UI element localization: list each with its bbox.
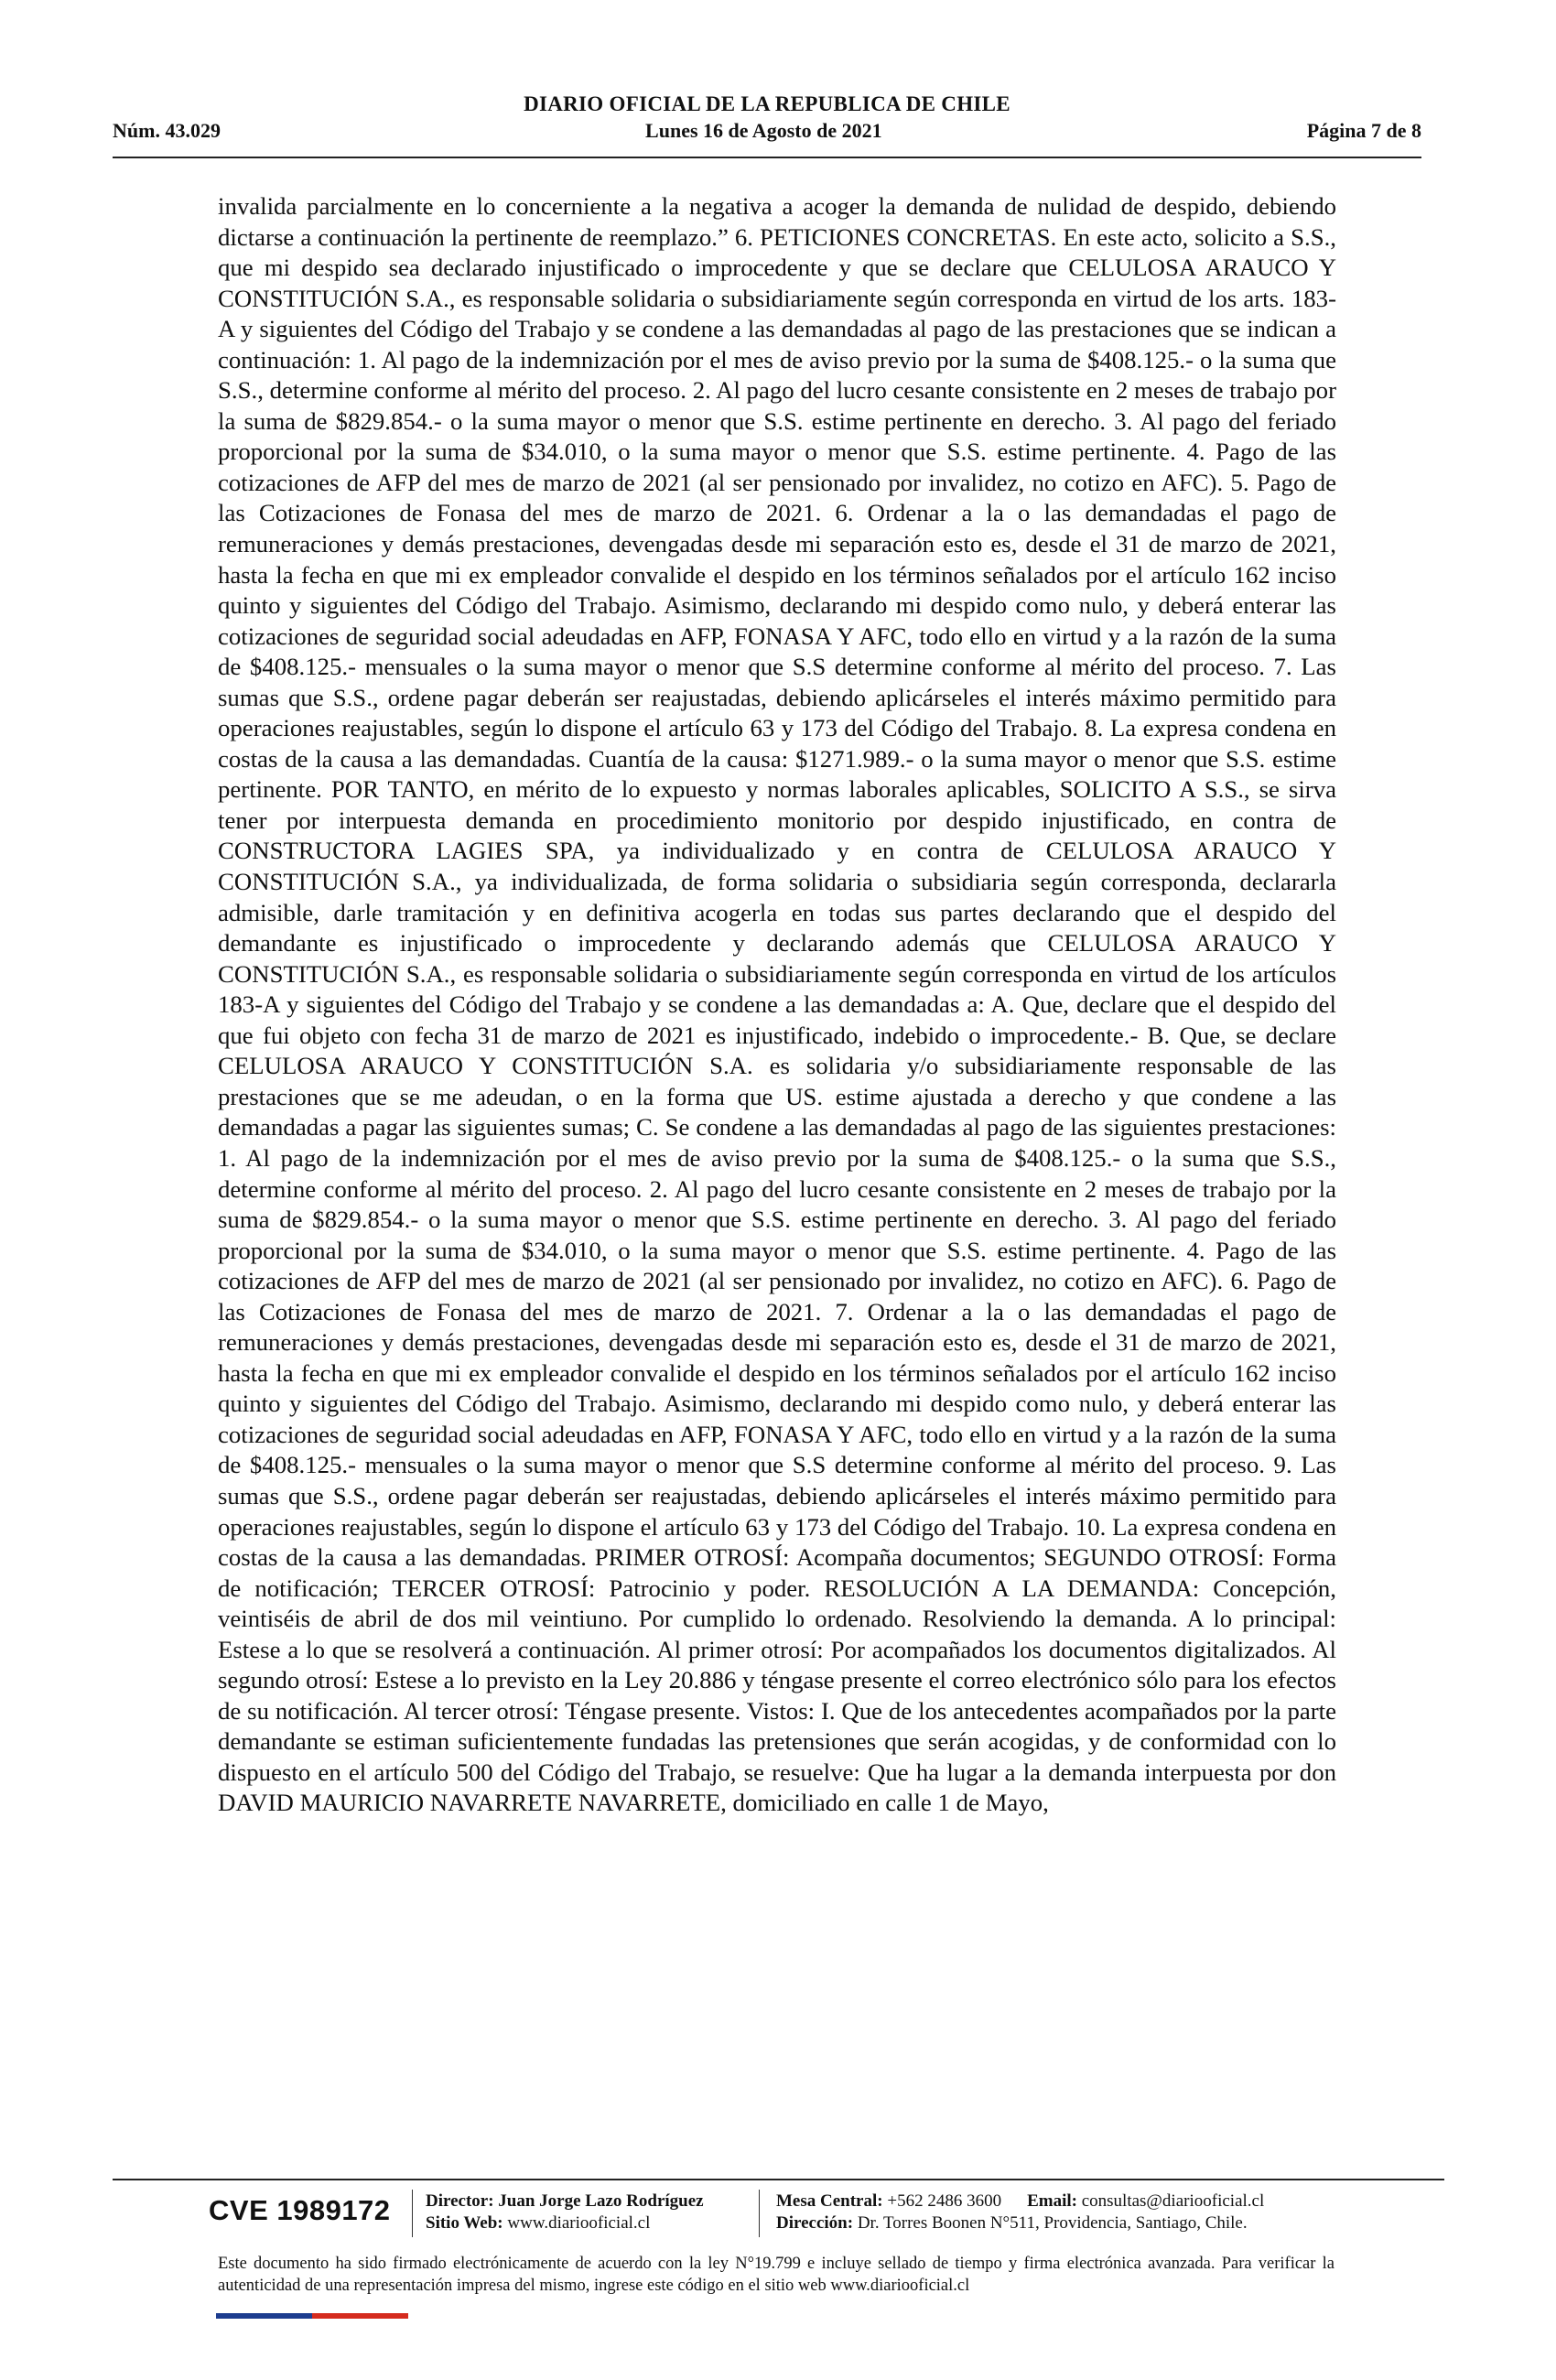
footer-separator — [412, 2190, 413, 2237]
address-label: Dirección: — [776, 2213, 854, 2233]
issue-number: Núm. 43.029 — [113, 119, 221, 142]
flag-blue-band — [216, 2313, 312, 2319]
flag-stripe — [216, 2313, 408, 2319]
address-text: Dr. Torres Boonen N°511, Providencia, Santiago, Chile. — [857, 2213, 1248, 2233]
footer-contact-block — [776, 2191, 1264, 2234]
publication-title: DIARIO OFICIAL DE LA REPUBLICA DE CHILE — [524, 92, 1010, 115]
website-label: Sitio Web: — [426, 2213, 503, 2233]
flag-red-band — [312, 2313, 408, 2319]
header-divider — [113, 157, 1421, 158]
footer-separator — [759, 2190, 760, 2237]
body-paragraph: invalida parcialmente en lo concerniente a la negativa a acoger la demanda de nulidad de despido, debiendo dictarse a continuación la pertinente de reemplazo.” 6. PETICIONES CONCRETAS. En este acto, solicito a S.S., que mi despido sea declarado injustificado o improcedente y que se declare que CELULOSA ARAUCO Y CONSTITUCIÓN S.A., es responsable solidaria o subsidiariamente según corresponda en virtud de los arts. 183- A y siguientes del Código del Trabajo y se condene a las demandadas al pago de las prestaciones que se indican a continuación: 1. Al pago de la indemnización por el mes de aviso previo por la suma de $408.125.- o la suma que S.S., determine conforme al mérito del proceso. 2. Al pago del lucro cesante consistente en 2 meses de trabajo por la suma de $829.854.- o la suma mayor o menor que S.S. estime pertinente en derecho. 3. Al pago del feriado proporcional por la suma de $34.010, o la suma mayor o menor que S.S. estime pertinente. 4. Pago de las cotizaciones de AFP del mes de marzo de 2021 (al ser pensionado por invalidez, no cotizo en AFC). 5. Pago de las Cotizaciones de Fonasa del mes de marzo de 2021. 6. Ordenar a la o las demandadas el pago de remuneraciones y demás prestaciones, devengadas desde mi separación esto es, desde el 31 de marzo de 2021, hasta la fecha en que mi ex empleador convalide el despido en los términos señalados por el artículo 162 inciso quinto y siguientes del Código del Trabajo. Asimismo, declarando mi despido como nulo, y deberá enterar las cotizaciones de seguridad social adeudadas en AFP, FONASA Y AFC, todo ello en virtud y a la razón de la suma de $408.125.- mensuales o la suma mayor o menor que S.S determine conforme al mérito del proceso. 7. Las sumas que S.S., ordene pagar deberán ser reajustadas, debiendo aplicárseles el interés máximo permitido para operaciones reajustables, según lo dispone el artículo 63 y 173 del Código del Trabajo. 8. La expresa condena en costas de la causa a las demandadas. Cuantía de la causa: $1271.989.- o la suma mayor o menor que S.S. estime pertinente. POR TANTO, en mérito de lo expuesto y normas laborales aplicables, SOLICITO A S.S., se sirva tener por interpuesta demanda en procedimiento monitorio por despido injustificado, en contra de CONSTRUCTORA LAGIES SPA, ya individualizado y en contra de CELULOSA ARAUCO Y CONSTITUCIÓN S.A., ya individualizada, de forma solidaria o subsidiaria según corresponda, declararla admisible, darle tramitación y en definitiva acogerla en todas sus partes declarando que el despido del demandante es injustificado o improcedente y declarando además que CELULOSA ARAUCO Y CONSTITUCIÓN S.A., es responsable solidaria o subsidiariamente según corresponda en virtud de los artículos 183-A y siguientes del Código del Trabajo y se condene a las demandadas a: A. Que, declare que el despido del que fui objeto con fecha 31 de marzo de 2021 es injustificado, indebido o improcedente.- B. Que, se declare CELULOSA ARAUCO Y CONSTITUCIÓN S.A. es solidaria y/o subsidiariamente responsable de las prestaciones que se me adeudan, o en la forma que US. estime ajustada a derecho y que condene a las demandadas a pagar las siguientes sumas; C. Se condene a las demandadas al pago de las siguientes prestaciones: 1. Al pago de la indemnización por el mes de aviso previo por la suma de $408.125.- o la suma que S.S., determine conforme al mérito del proceso. 2. Al pago del lucro cesante consistente en 2 meses de trabajo por la suma de $829.854.- o la suma mayor o menor que S.S. estime pertinente en derecho. 3. Al pago del feriado proporcional por la suma de $34.010, o la suma mayor o menor que S.S. estime pertinente. 4. Pago de las cotizaciones de AFP del mes de marzo de 2021 (al ser pensionado por invalidez, no cotizo en AFC). 6. Pago de las Cotizaciones de Fonasa del mes de marzo de 2021. 7. Ordenar a la o las demandadas el pago de remuneraciones y demás prestaciones, devengadas desde mi separación esto es, desde el 31 de marzo de 2021, hasta la fecha en que mi ex empleador convalide el despido en los términos señalados por el artículo 162 inciso quinto y siguientes del Código del Trabajo. Asimismo, declarando mi despido como nulo, y deberá enterar las cotizaciones de seguridad social adeudadas en AFP, FONASA Y AFC, todo ello en virtud y a la razón de la suma de $408.125.- mensuales o la suma mayor o menor que S.S determine conforme al mérito del proceso. 9. Las sumas que S.S., ordene pagar deberán ser reajustadas, debiendo aplicárseles el interés máximo permitido para operaciones reajustables, según lo dispone el artículo 63 y 173 del Código del Trabajo. 10. La expresa condena en costas de la causa a las demandadas. PRIMER OTROSÍ: Acompaña documentos; SEGUNDO OTROSÍ: Forma de notificación; TERCER OTROSÍ: Patrocinio y poder. RESOLUCIÓN A LA DEMANDA: Concepción, veintiséis de abril de dos mil veintiuno. Por cumplido lo ordenado. Resolviendo la demanda. A lo principal: Estese a lo que se resolverá a continuación. Al primer otrosí: Por acompañados los documentos digitalizados. Al segundo otrosí: Estese a lo previsto en la Ley 20.886 y téngase presente el correo electrónico sólo para los efectos de su notificación. Al tercer otrosí: Téngase presente. Vistos: I. Que de los antecedentes acompañados por la parte demandante se estiman suficientemente fundadas las pretensiones que serán acogidas, y de conformidad con lo dispuesto en el artículo 500 del Código del Trabajo, se resuelve: Que ha lugar a la demanda interpuesta por don DAVID MAURICIO NAVARRETE NAVARRETE, domiciliado en calle 1 de Mayo, — [218, 192, 1336, 1817]
document-body — [218, 191, 1336, 1819]
website-link[interactable]: www.diariooficial.cl — [507, 2213, 651, 2233]
page-header — [113, 92, 1421, 157]
phone-number: +562 2486 3600 — [887, 2191, 1002, 2211]
cve-code: CVE 1989172 — [209, 2194, 391, 2226]
signature-notice: Este documento ha sido firmado electrónicamente de acuerdo con la ley N°19.799 e incluye sellado de tiempo y firma electrónica avanzada. Para verificar la autenticidad de una representación impresa del mismo, ingrese este código en el sitio web www.diariooficial.cl — [218, 2255, 1334, 2295]
phone-label: Mesa Central: — [776, 2191, 883, 2211]
header-meta-row — [113, 119, 1421, 143]
email-link[interactable]: consultas@diariooficial.cl — [1081, 2191, 1265, 2211]
footer-director-block — [426, 2191, 704, 2234]
page-number: Página 7 de 8 — [1306, 119, 1421, 142]
email-label: Email: — [1027, 2191, 1077, 2211]
issue-date: Lunes 16 de Agosto de 2021 — [645, 119, 882, 142]
director-label: Director: — [426, 2191, 494, 2211]
footer-info — [113, 2186, 1444, 2243]
footer-divider — [113, 2179, 1444, 2180]
director-name: Juan Jorge Lazo Rodríguez — [498, 2191, 704, 2211]
